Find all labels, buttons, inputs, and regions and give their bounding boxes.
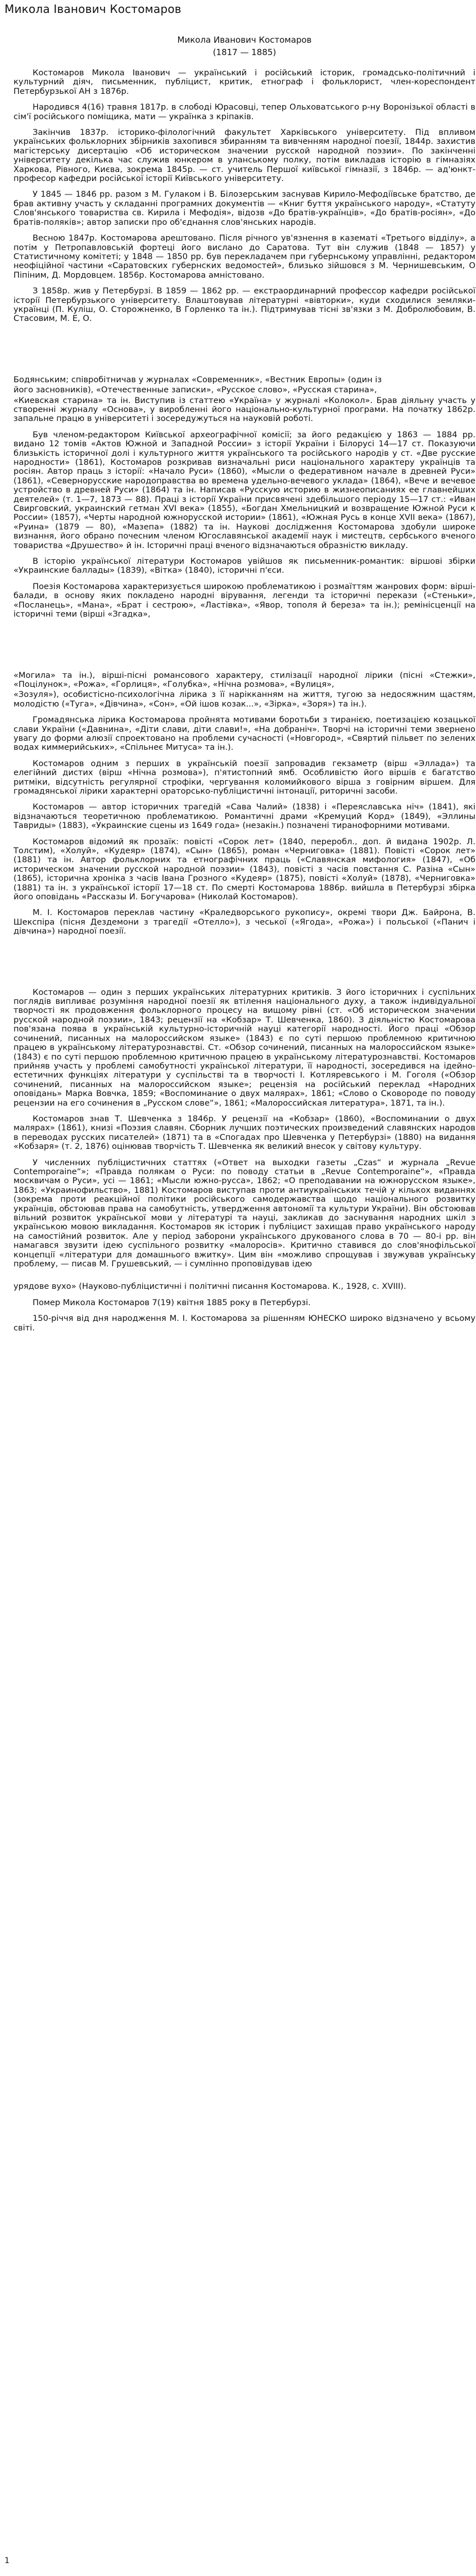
paragraph: Поезія Костомарова характеризується широкою проблематикою і розмаїттям жанрових форм: вірші-балади, в основу яких покладено народні вірування, легенди та історичні перекази («Стеньки», «Посланець», «Мана», «Брат і сестрою», «Ластівка», «Явор, тополя й береза» та ін.); ремінісценції на історичні теми (вірші «Згадка», bbox=[13, 581, 475, 619]
header-name: Микола Иванович Костомаров bbox=[177, 35, 312, 45]
paragraph: Закінчив 1837р. історико-філологічний факультет Харківського університету. Під впливом українських фольклорних збірників захопився збиранням та вивченням народної поезії, 1844р. захистив магістерську дисертацію «Об историческом значении русской народной поэзии». По закінченні університету декілька час служив юнкером в уланському полку, потім викладав історію в гімназіях Харкова, Рівного, Києва, зокрема 1845р. — ст. учитель Першої київської гімназії, з 1846р. — ад'юнкт-професор кафедри російської історії Київського університету. bbox=[13, 128, 475, 184]
header-years: (1817 — 1885) bbox=[212, 47, 276, 57]
paragraph: Костомаров одним з перших в українській поезії запровадив гекзаметр (вірш «Эллада») та елегійний дистих (вірш «Нічна розмова»), п'ятистопний ямб. Особливістю його віршів є багатство ритміки, відсутність регулярної строфіки, чергування коломийкового вірша з говірним віршем. Для громадянської лірики характерні ораторсько-публіцистичні інтонації, риторичні засоби. bbox=[13, 758, 475, 796]
paragraph: У 1845 — 1846 рр. разом з М. Гулаком і В. Білозерським заснував Кирило-Мефодіївське братство, де брав активну участь у складанні програмних документів — «Книг буття українського народу», «Статуту Слов'янського товариства св. Кирила і Мефодія», відозв «До братів-українців», «До братів-росіян», «До братів-поляків»; автор записки про об'єднання слов'янських народів. bbox=[13, 189, 475, 227]
paragraph: 150-річчя від дня народження М. І. Костомарова за рішенням ЮНЕСКО широко відзначено у всьому світі. bbox=[13, 1314, 475, 1333]
page-number: 1 bbox=[4, 2556, 10, 2565]
paragraph: його засновників), «Отечественные записки», «Русское слово», «Русская старина», bbox=[13, 385, 377, 395]
paragraph: «Киевская старина» та ін. Виступив із статтею «Україна» у журналі «Колокол». Брав діяльну участь у створенні журналу «Основа», у виробленні його національно-культурної програми. На початку 1862р. запальне працю в університеті і зосередужуться на науковій роботі. bbox=[13, 395, 475, 424]
paragraph: Помер Микола Костомаров 7(19) квітня 1885 року в Петербурзі. bbox=[33, 1297, 311, 1307]
paragraph: У численних публіцистичних статтях («Ответ на выходки газеты „Czas“ и журнала „Revue Contemporaine“»; «Правда полякам о Руси: по поводу статьи в „Revue Contemporaine“», «Правда москвичам о Руси», усі — 1861; «Мысли южно-русса», 1862; «О преподавании на южнорусском языке», 1863; «Украинофильство», 1881) Костомаров виступав проти антиукраїнських течій у кількох виданнях (зокрема проти реакційної політики російського самодержавства щодо національного розвитку українців, обстоював права на самобутність, утвердження автономії та культури України). Він обстоював вільний розвиток української мови у літературі та науці, закликав до заснування народних шкіл з українською мовою викладання. Костомаров як історик і публіцист захищав право українського народу на самостійний розвиток. Але у період заборони українського друкованого слова в 70 — 80-і рр. він намагався звузити ідею суспільного розвитку «малоросів». Критично ставився до слов'янофільської концепції «літератури для домашнього вжитку». Цим він «можливо спрощував і звужував українську проблему, — писав М. Грушевський, — і сумлінно проповідував ідею bbox=[13, 1157, 475, 1269]
paragraph: Народився 4(16) травня 1817р. в слободі Юрасовці, тепер Ольховатського р-ну Воронізької області в сім'ї російського поміщика, мати — українка з кріпаків. bbox=[13, 102, 475, 121]
document-page bbox=[13, 34, 475, 2563]
paragraph: Костомаров знав Т. Шевченка з 1846р. У рецензії на «Кобзар» (1860), «Воспоминании о двух малярах» (1861), книзі «Поэзия славян. Сборник лучших поэтических произведений славянских народов в переводах русских писателей» (1871) та в «Спогадах про Шевченка у Петербурзі» (1880) на видання «Кобзаря» (т. 2, 1876) оцінював творчість Т. Шевченка як великий внесок у світову культуру. bbox=[13, 1113, 475, 1152]
paragraph: М. І. Костомаров переклав частину «Краледворського рукопису», окремі твори Дж. Байрона, В. Шекспіра (пісня Дездемони з трагедії «Отелло»), з чеської («Ягода», «Рожа») і польської («Панич і дівчина») народної поезії. bbox=[13, 908, 475, 936]
paragraph: урядове вухо» (Науково-публіцистичні і політичні писання Костомарова. К., 1928, с. XVIII). bbox=[13, 1282, 406, 1292]
document-title: Микола Іванович Костомаров bbox=[4, 2, 182, 16]
paragraph: Весною 1847р. Костомарова арештовано. Після річного ув'язнення в казематі «Третього відділу», а потім у Петропавловській фортеці його вислано до Саратова. Тут він служив (1848 — 1857) у Статистичному комітеті; у 1848 — 1850 рр. був перекладачем при губернському управлінні, редактором неофіційної частини «Саратовских губернских ведомостей», близько зійшовся з М. Чернишевським, О Піпіним, Д. Мордовцем. 1856р. Костомарова амністовано. bbox=[13, 233, 475, 280]
paragraph: Громадянська лірика Костомарова пройнята мотивами боротьби з тиранією, поетизацією козацької слави України («Давнина», «Діти слави, діти слави!», «На добраніч». Творчі на історичні теми звернено увагу до форми алюзії спроектовано на проблеми сучасності («Новгород», «Свяртий пільвет по зелених водах киммерийських», «Спільнеє Митуса» та ін.). bbox=[13, 715, 475, 753]
paragraph: «Зозуля»), особистісно-психологічна лірика з її нарікканням на життя, тугою за недосяжним щастям, молодістю («Туга», «Дівчина», «Сон», «Ой ішов козак...», «Зірка», «Зоря») та ін.). bbox=[13, 690, 475, 709]
paragraph: Бодянським; співробітничав у журналах «Современник», «Вестник Европы» (один із bbox=[13, 374, 382, 384]
paragraph: Костомаров — один з перших українських літературних критиків. З його історичних і суспільних поглядів випливає розуміння народної поезії як втілення національного духу, а також індивідуальної творчості як продовження фольклорного процесу на вищому рівні (ст. «Об историческом значении русской народной поэзии», 1843; рецензії на «Кобзар» Т. Шевченка, 1860). З діяльністю Костомарова пов'язана поява в українській культурно-історичній науці категорії народності. Його праці «Обзор сочинений, писанных на малороссийском языке» (1843) є по суті першою проблемною критичною працею в українському літературознавстві. Ст. «Обзор сочинений, писанных на малороссийском языке» (1843) є по суті першою проблемною критичною працею в українському літературознавстві. Костомаров прийняв участь у проблемі самобутності української літератури, її народності, зосередився на ідейно-естетичних функціях літератури у суспільстві та в творчості I. Котляревського і М. Гоголя («Обзор сочинений, писанных на малороссийском языке»; рецензія на російський переклад «Народних оповідань» Марка Вовчка, 1859; «Воспоминание о двух малярах», 1861; «Слово о Сковороде по поводу рецензии на его сочинения в „Русском слове“», 1861; «Малороссийская литература», 1871, та ін.). bbox=[13, 987, 475, 1108]
paragraph: Костомаров відомий як прозаїк: повісті «Сорок лет» (1840, переробл., доп. й видана 1902р. Л. Толстим), «Холуй», «Кудеяр» (1874), «Сын» (1865), роман «Черниговка» (1881). Повісті «Сорок лет» (1881) та ін. Автор фольклорних та етнографічних праць («Славянская мифология» (1847), «Об историческом значении русской народной поэзии» (1843), повісті з часів повстання С. Разіна «Сын» (1865), історична хроніка з часів Івана Грозного «Кудеяр» (1875), повісті «Холуй» (1878), «Черниговка» (1881) та ін. з української історії 17—18 ст. По смерті Костомарова 1886р. вийшла в Петербурзі збірка його оповідань «Рассказы И. Богучарова» (Николай Костомаров). bbox=[13, 836, 475, 902]
paragraph: Був членом-редактором Київської археографічної комісії; за його редакцією у 1863 — 1884 рр. видано 12 томів «Актов Южной и Западной России» з історії України і Білорусі 14—17 ст. Показуючи близькість історичної долі і культурного життя українського та російського народів у ст. «Две русские народности» (1861), Костомаров розкривав визначальні риси національного характеру українців та росіян. Автор праць з історії: «Начало Руси» (1860), «Мысли о федеративном начале в древней Руси» (1861), «Севернорусские народоправства во времена удельно-вечевого уклада» (1864), «Вече и вечевое устройство в древней Руси» (1864) та ін. Написав «Русскую историю в жизнеописаниях ее главнейших деятелей» (т. 1—7, 1873 — 88). Праці з історії України присвячені здебільшого періоду 15—17 ст.: «Иван Свирговский, украинский гетман XVI века» (1855), «Богдан Хмельницкий и возвращение Южной Руси к России» (1857), «Черты народной южнорусской истории» (1861), «Южная Русь в конце XVII века» (1867), «Руина» (1879 — 80), «Мазепа» (1882) та ін. Наукові дослідження Костомарова здобули широке визнання, його обрано почесним членом Югославянської академії наук і мистецтв, сербського вченого товариства «Друшество» й ін. Історичні праці вченого відзначаються образністю викладу. bbox=[13, 429, 475, 550]
paragraph: «Могила» та ін.), вірші-пісні романсового характеру, стилізації народної лірики (пісні «Стежки», «Поцілунок», «Рожа», «Горлиця», «Голубка», «Нічна розмова», «Вулиця», bbox=[13, 670, 475, 689]
paragraph: В історію української літератури Костомаров увійшов як письменник-романтик: віршові збірки «Украинские баллады» (1839), «Вітка» (1840), історичні п'єси. bbox=[13, 556, 475, 576]
paragraph: Костомаров Микола Іванович — український і російський історик, громадсько-політичний і культурний діяч, письменник, публіцист, критик, етнограф і фольклорист, член-кореспондент Петербурзької АН з 1876р. bbox=[13, 68, 475, 96]
paragraph: Костомаров — автор історичних трагедій «Сава Чалий» (1838) і «Переяславська ніч» (1841), які відзначаються теоретичною проблематикою. Романтичні драми «Кремуций Корд» (1849), «Эллины Тавриды» (1883), «Украинские сцены из 1649 года» (незакін.) позначені тиранофорними мотивами. bbox=[13, 802, 475, 831]
paragraph: З 1858р. жив у Петербурзі. В 1859 — 1862 рр. — екстраординарний профессор кафедри російської історії Петербурзького університету. Влаштовував літературні «вівторки», куди сходилися земляки-українці (П. Куліш, О. Сторожненко, В Горленко та ін.). Підтримував тісні зв'язки з М. Добролюбовим, В. Стасовим, М. Е, О. bbox=[13, 286, 475, 324]
